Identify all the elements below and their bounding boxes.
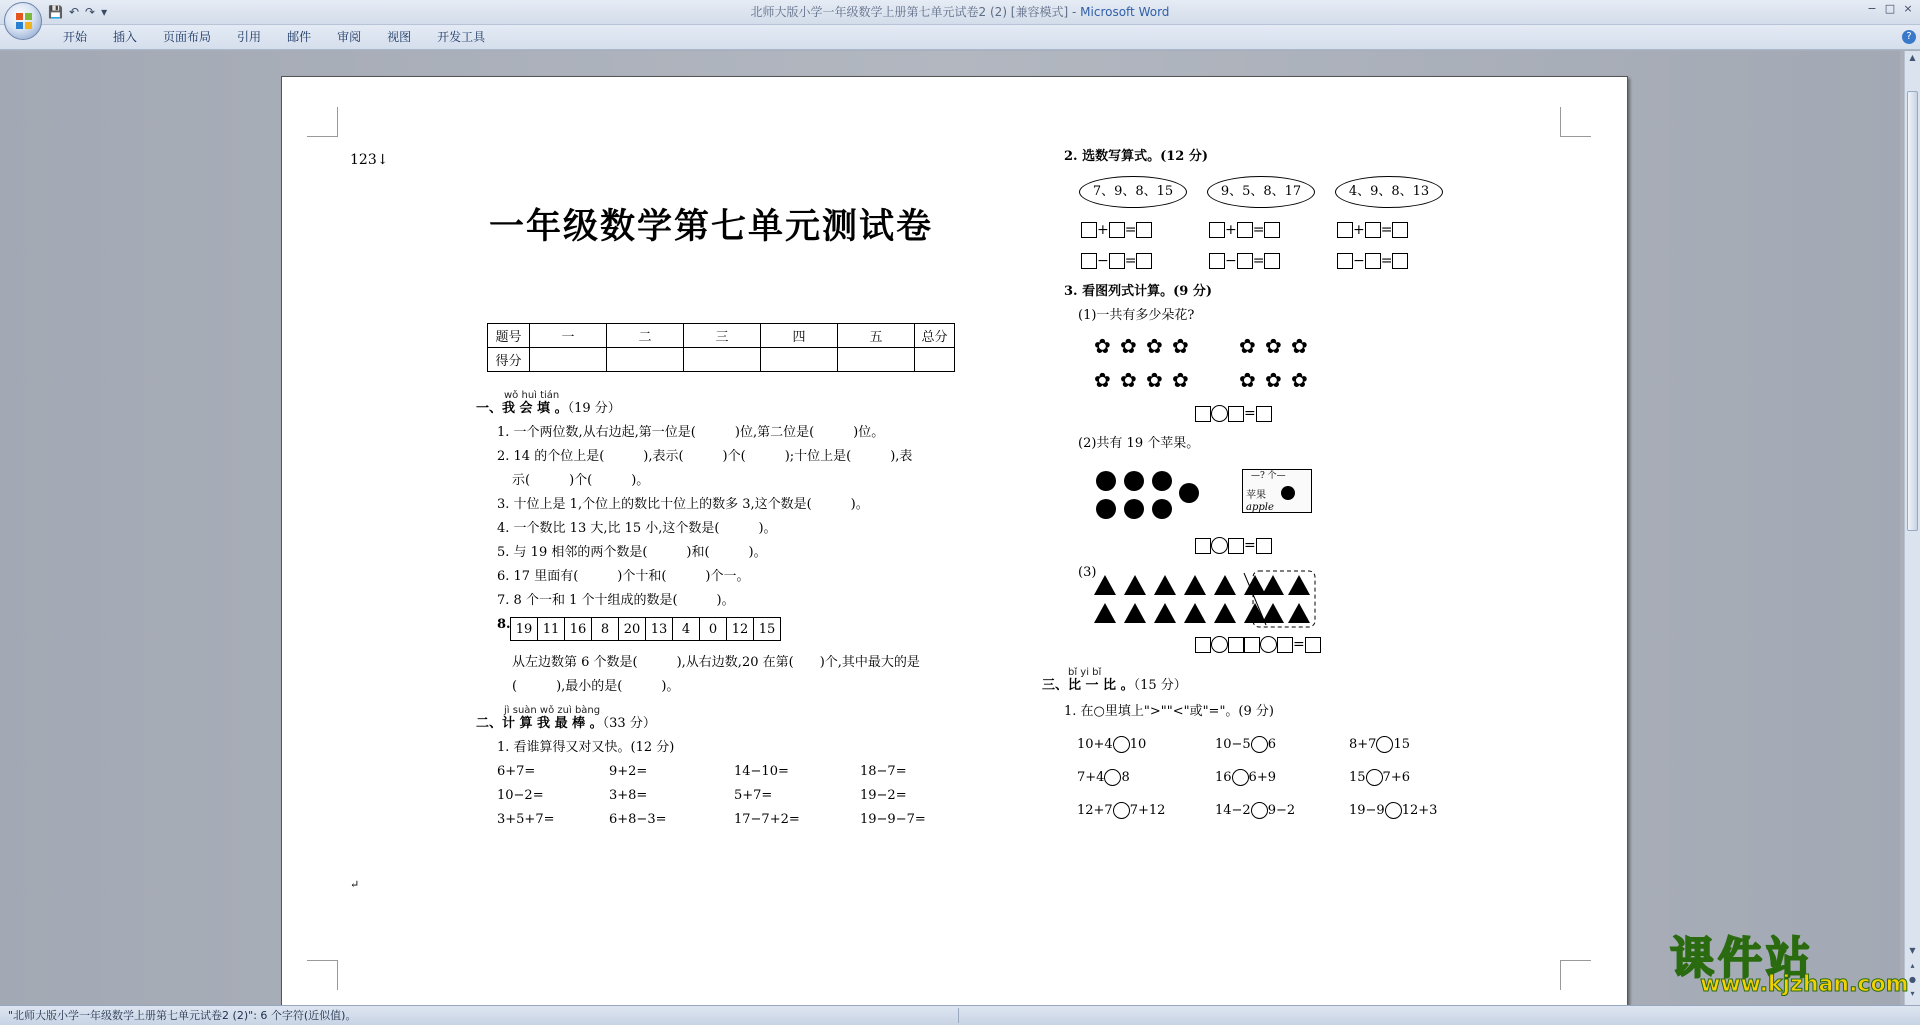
crop-mark [1560,107,1591,137]
tab-insert[interactable]: 插入 [113,30,138,44]
document-page[interactable] [281,76,1628,1010]
sequence-cell: 19 [511,618,538,641]
triangle-icon [1184,575,1206,595]
flower-icon: ✿ [1172,368,1189,392]
equation-row: − = [1337,253,1408,269]
calc-item: 3+8= [609,788,648,803]
triangle-icon [1262,575,1284,595]
apple-box: —? 个— 苹果 apple [1242,469,1312,513]
sequence-cell: 15 [754,618,781,641]
tab-page-layout[interactable]: 页面布局 [163,30,212,44]
window-controls [1864,2,1916,15]
compare-item: 10+4 10 [1077,737,1147,752]
triangle-picture [1094,569,1334,629]
exam-title: 一年级数学第七单元测试卷 [489,206,934,247]
triangle-icon [1154,603,1176,623]
answer-boxes: = [1195,636,1321,653]
score-cell [761,348,838,372]
question-text: (3) [1078,565,1097,580]
question-text: 6. 17 里面有( )个十和( )个一。 [497,569,750,584]
crop-mark [1560,960,1591,990]
flower-icon: ✿ [1146,334,1163,358]
compare-circle[interactable] [1366,769,1383,786]
triangle-icon [1124,575,1146,595]
equation-row: + = [1209,222,1280,238]
section-pinyin: wǒ huì tián [504,390,560,401]
calc-item: 18−7= [860,764,907,779]
calc-item: 14−10= [734,764,789,779]
compare-item: 10−5 6 [1215,737,1276,752]
score-header-cell: 一 [530,324,607,348]
answer-boxes: = [1195,405,1272,422]
triangle-icon [1094,603,1116,623]
sequence-cell: 13 [646,618,673,641]
compare-item: 12+7 7+12 [1077,803,1166,818]
tab-review[interactable]: 审阅 [337,30,362,44]
compare-circle[interactable] [1232,769,1249,786]
section-pinyin: jì suàn wǒ zuì bàng [504,705,601,716]
triangle-icon [1214,603,1236,623]
sequence-cell: 12 [727,618,754,641]
flower-icon: ✿ [1265,368,1282,392]
number-sequence-table [510,617,781,641]
compare-item: 19−9 12+3 [1349,803,1438,818]
crop-mark [307,960,338,990]
score-cell [915,348,955,372]
flower-icon: ✿ [1239,368,1256,392]
question-text: 2. 14 的个位上是( ),表示( )个( );十位上是( ),表 [497,449,913,464]
question-text: 7. 8 个一和 1 个十组成的数是( )。 [497,593,735,608]
help-icon[interactable]: ? [1902,30,1916,44]
question-text: 1. 看谁算得又对又快。(12 分) [497,740,675,755]
score-row-label: 得分 [488,348,530,372]
equation-row: + = [1081,222,1152,238]
office-logo-icon [15,12,33,30]
sequence-cell: 0 [700,618,727,641]
calc-item: 10−2= [497,788,544,803]
compare-item: 14−2 9−2 [1215,803,1296,818]
flower-icon: ✿ [1265,334,1282,358]
tab-view[interactable]: 视图 [387,30,412,44]
score-cell [607,348,684,372]
tab-developer[interactable]: 开发工具 [437,30,486,44]
number-group-ellipse: 9、5、8、17 [1207,176,1315,208]
score-header-cell: 三 [684,324,761,348]
scrollbar-thumb[interactable] [1907,91,1918,531]
triangle-icon [1154,575,1176,595]
calc-item: 17−7+2= [734,812,800,827]
calc-item: 19−2= [860,788,907,803]
triangle-icon [1244,575,1266,595]
triangle-icon [1214,575,1236,595]
paragraph-marker: 123↓ [350,152,389,168]
section-heading: 三、比 一 比 。（15 分） [1042,678,1187,693]
minimize-button[interactable]: − [1867,2,1877,15]
sequence-cell: 4 [673,618,700,641]
compare-circle[interactable] [1376,736,1393,753]
flower-icon: ✿ [1172,334,1189,358]
question-text: 3. 十位上是 1,个位上的数比十位上的数多 3,这个数是( )。 [497,497,869,512]
calc-item: 9+2= [609,764,648,779]
section-pinyin: bǐ yi bǐ [1068,667,1102,678]
answer-boxes: = [1195,537,1272,554]
calc-item: 5+7= [734,788,773,803]
question-text: 1. 一个两位数,从右边起,第一位是( )位,第二位是( )位。 [497,425,885,440]
triangle-icon [1288,603,1310,623]
compare-item: 15 7+6 [1349,770,1410,785]
tab-home[interactable]: 开始 [63,30,88,44]
score-cell [530,348,607,372]
sequence-cell: 11 [538,618,565,641]
question-number: 8. [497,617,511,632]
save-icon[interactable]: 💾 [48,5,63,19]
maximize-button[interactable]: □ [1884,2,1896,15]
question-text: 1. 在○里填上">""<"或"="。(9 分) [1064,704,1274,719]
equation-row: + = [1337,222,1408,238]
quick-access-toolbar [48,3,107,21]
triangle-icon [1184,603,1206,623]
calc-item: 3+5+7= [497,812,555,827]
triangle-icon [1094,575,1116,595]
tab-mailings[interactable]: 邮件 [287,30,312,44]
browse-object-icon[interactable]: ● [1909,975,1916,984]
tab-references[interactable]: 引用 [237,30,262,44]
compare-item: 8+7 15 [1349,737,1410,752]
paragraph-marker: ↵ [350,878,360,891]
office-button[interactable] [4,2,42,40]
flower-icon: ✿ [1120,368,1137,392]
question-text: 4. 一个数比 13 大,比 15 小,这个数是( )。 [497,521,777,536]
triangle-icon [1262,603,1284,623]
next-page-icon[interactable]: ▾ [1910,989,1915,998]
close-button[interactable]: × [1903,2,1913,15]
sequence-cell: 8 [592,618,619,641]
customize-qat-icon[interactable]: ▾ [101,5,108,19]
flower-icon: ✿ [1094,334,1111,358]
ribbon-tabs [50,25,498,50]
number-group-ellipse: 4、9、8、13 [1335,176,1443,208]
scroll-down-icon[interactable]: ▼ [1909,946,1916,955]
crop-mark [307,107,338,137]
score-cell [838,348,915,372]
compare-item: 7+4 8 [1077,770,1130,785]
score-header-cell: 题号 [488,324,530,348]
question-text: 从左边数第 6 个数是( ),从右边数,20 在第( )个,其中最大的是 [512,655,920,670]
score-header-cell: 五 [838,324,915,348]
apple-picture [1094,463,1214,523]
window-title: 北师大版小学一年级数学上册第七单元试卷2 (2) [兼容模式] - Microsoft Word [750,5,1170,19]
triangle-icon [1244,603,1266,623]
flower-icon: ✿ [1094,368,1111,392]
flower-icon: ✿ [1239,334,1256,358]
redo-icon[interactable]: ↷ [85,5,96,19]
flower-icon: ✿ [1120,334,1137,358]
question-heading: 2. 选数写算式。(12 分) [1064,149,1209,164]
question-heading: 3. 看图列式计算。(9 分) [1064,284,1212,299]
score-cell [684,348,761,372]
score-header-cell: 二 [607,324,684,348]
status-bar [0,1005,1920,1025]
scroll-up-icon[interactable]: ▲ [1909,53,1916,62]
flower-icon: ✿ [1291,334,1308,358]
prev-page-icon[interactable]: ▴ [1910,961,1915,970]
question-text: 5. 与 19 相邻的两个数是( )和( )。 [497,545,767,560]
compare-circle[interactable] [1251,736,1268,753]
section-heading: 一、我 会 填 。（19 分） [476,401,621,416]
calc-item: 6+8−3= [609,812,667,827]
triangle-icon [1124,603,1146,623]
sequence-cell: 20 [619,618,646,641]
question-text: (2)共有 19 个苹果。 [1078,436,1200,451]
calc-item: 19−9−7= [860,812,926,827]
question-text: ( ),最小的是( )。 [512,679,680,694]
calc-item: 6+7= [497,764,536,779]
score-header-cell: 四 [761,324,838,348]
vertical-scrollbar[interactable] [1904,51,1920,1005]
section-heading: 二、计 算 我 最 棒 。（33 分） [476,716,656,731]
compare-item: 16 6+9 [1215,770,1276,785]
equation-row: − = [1209,253,1280,269]
site-watermark: 课件站 www.kjzhan.com [1670,933,1909,997]
sequence-cell: 16 [565,618,592,641]
compare-circle[interactable] [1113,802,1130,819]
compare-circle[interactable] [1104,769,1121,786]
flower-icon: ✿ [1146,368,1163,392]
flower-icon: ✿ [1291,368,1308,392]
triangle-icon [1288,575,1310,595]
score-header-cell: 总分 [915,324,955,348]
score-table [487,323,955,372]
status-text: "北师大版小学一年级数学上册第七单元试卷2 (2)": 6 个字符(近似值)。 [8,1009,357,1022]
undo-icon[interactable]: ↶ [68,5,80,19]
number-group-ellipse: 7、9、8、15 [1079,176,1187,208]
question-text: 示( )个( )。 [512,473,650,488]
compare-circle[interactable] [1385,802,1402,819]
question-text: (1)一共有多少朵花? [1078,308,1195,323]
compare-circle[interactable] [1113,736,1130,753]
compare-circle[interactable] [1251,802,1268,819]
equation-row: − = [1081,253,1152,269]
